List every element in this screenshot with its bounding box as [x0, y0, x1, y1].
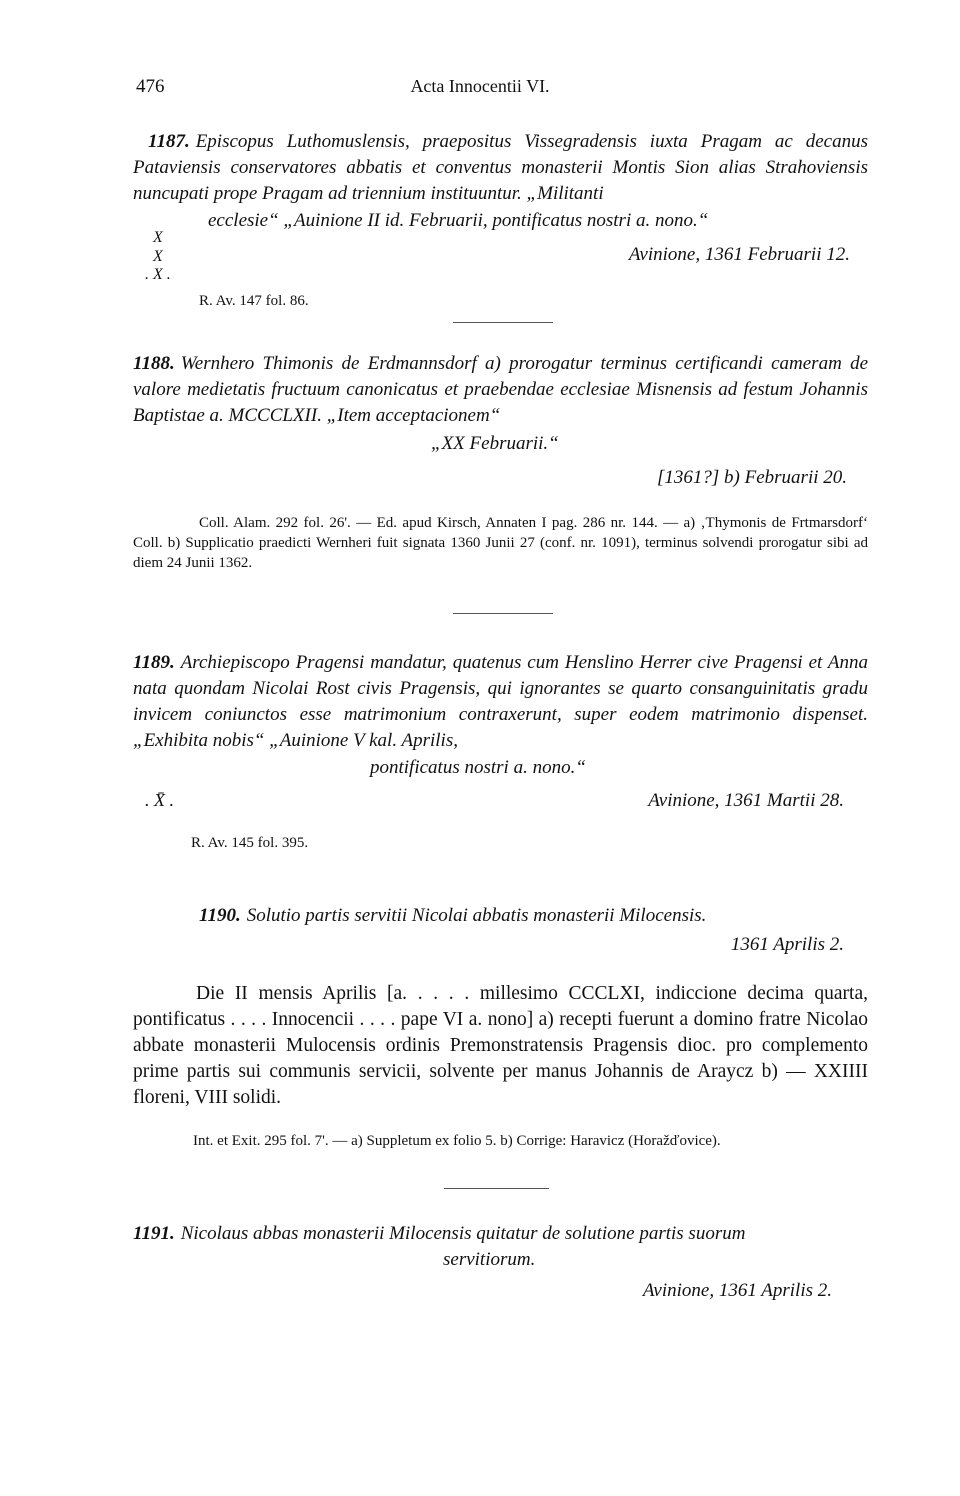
entry-heading-text: Wernhero Thimonis de Erdmannsdorf a) prorogatur terminus certificandi cameram de valore medietatis fructuum canonicatus et praebendae ecclesiae Misnensis ad festum Johannis Baptistae a. MCCCLXII. „Item acceptacionem“ — [133, 353, 868, 426]
entry-date: Avinione, 1361 Februarii 12. — [628, 244, 850, 265]
entry-heading-text: Solutio partis servitii Nicolai abbatis monasterii Milocensis. — [246, 905, 707, 926]
entry-date: Avinione, 1361 Aprilis 2. — [642, 1280, 832, 1301]
entry-note: Coll. Alam. 292 fol. 26'. — Ed. apud Kirsch, Annaten I pag. 286 nr. 144. — a) ‚Thymonis de Frtmarsdorf‘ Coll. b) Supplicatio praedicti Wernheri fuit signata 1360 Junii 27 (conf. nr. 1091), terminus solvendi prorogatur sibi ad diem 24 Junii 1362. — [133, 515, 868, 571]
mark: . X . — [145, 266, 171, 283]
entry-1190-heading — [199, 903, 706, 929]
entry-date: 1361 Aprilis 2. — [730, 934, 844, 955]
entry-number: 1191. — [133, 1223, 175, 1244]
running-title: Acta Innocentii VI. — [410, 76, 550, 96]
entry-heading-text: Archiepiscopo Pragensi mandatur, quatenus cum Henslino Herrer cive Pragensi et Anna nata quondam Nicolai Rost civis Pragensis, qui ignorantes se quarto consanguinitatis gradu invicem coniunctos esse matrimonium contraxerunt, super eodem matrimonio dispenset. „Exhibita nobis“ „Auinione V kal. Aprilis, — [133, 652, 868, 751]
entry-1189-heading — [133, 650, 868, 754]
mark: X — [153, 248, 163, 265]
entry-1188-heading — [133, 351, 868, 429]
mark: X — [153, 229, 163, 246]
entry-1191-heading — [133, 1221, 868, 1247]
entry-heading-text: Episcopus Luthomuslensis, praepositus Vissegradensis iuxta Pragam ac decanus Pataviensis conservatores abbatis et conventus monasterii Montis Sion alias Strahoviensis nuncupati prope Pragam ad triennium instituuntur. „Militanti — [133, 131, 868, 204]
entry-1191-heading-cont: servitiorum. — [443, 1249, 536, 1270]
entry-1189-heading-cont: pontificatus nostri a. nono.“ — [370, 757, 586, 778]
entry-body: Die II mensis Aprilis [a. . . . . millesimo CCCLXI, indiccione decima quarta, pontificatus . . . . Innocencii . . . . pape VI a. nono] a) recepti fuerunt a domino fratre Nicolao abbate monasterii Mulocensis ordinis Premonstratensis Pragensis dioc. pro complemento prime partis sui communis servicii, solvente per manus Johannis de Araycz b) — XXIIII floreni, VIII solidi. — [133, 983, 868, 1108]
entry-1187-heading-cont: ecclesie“ „Auinione II id. Februarii, pontificatus nostri a. nono.“ — [208, 210, 709, 231]
entry-number: 1188. — [133, 353, 175, 374]
entry-source: R. Av. 145 fol. 395. — [191, 835, 309, 851]
page-number: 476 — [136, 76, 165, 97]
entry-1187-heading — [133, 129, 868, 207]
divider — [453, 613, 553, 614]
entry-date: Avinione, 1361 Martii 28. — [648, 790, 844, 811]
mark: . X̄ . — [145, 790, 174, 810]
entry-number: 1190. — [199, 905, 241, 926]
entry-date: [1361?] b) Februarii 20. — [657, 467, 847, 488]
entry-heading-text: Nicolaus abbas monasterii Milocensis quitatur de solutione partis suorum — [180, 1223, 746, 1244]
entry-note: Int. et Exit. 295 fol. 7'. — a) Suppletum ex folio 5. b) Corrige: Haravicz (Horažďovice). — [193, 1133, 721, 1149]
entry-number: 1187. — [148, 131, 190, 152]
entry-source: R. Av. 147 fol. 86. — [199, 293, 309, 309]
entry-1188-heading-cont: „XX Februarii.“ — [431, 433, 559, 454]
entry-number: 1189. — [133, 652, 175, 673]
divider — [453, 322, 553, 323]
divider — [444, 1188, 549, 1189]
